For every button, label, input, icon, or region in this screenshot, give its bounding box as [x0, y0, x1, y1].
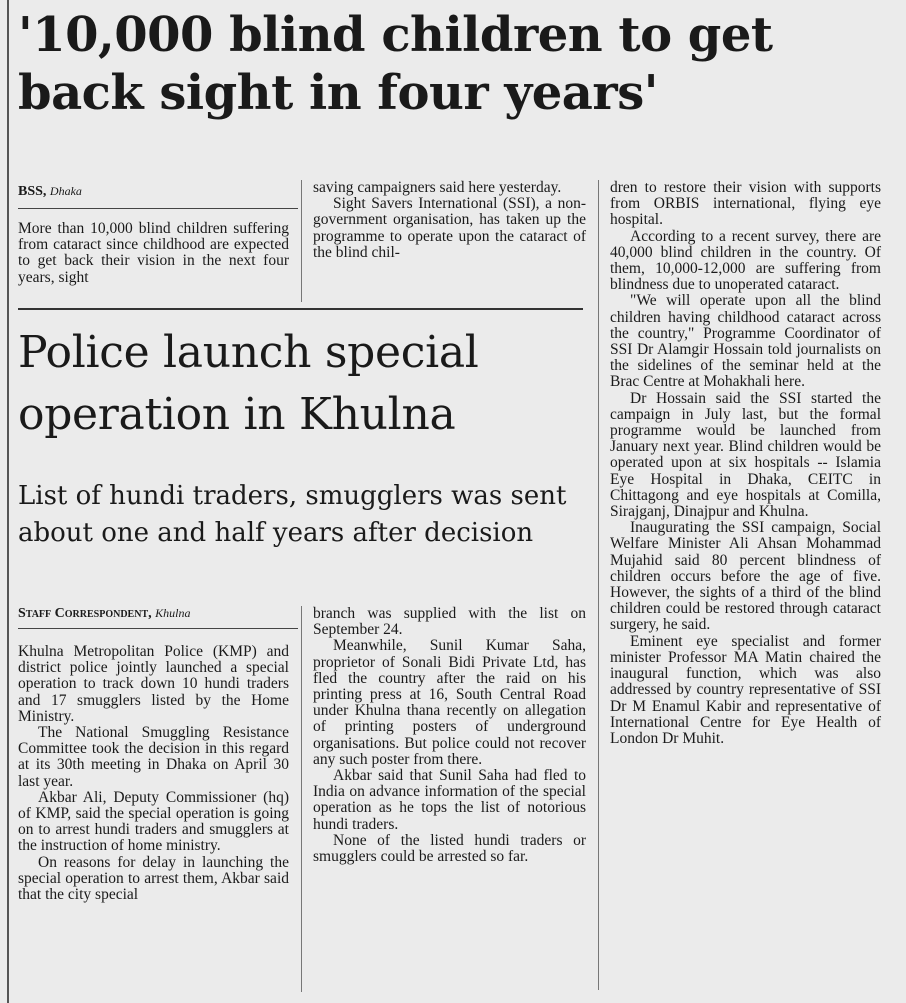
story1-column-1	[18, 221, 289, 286]
story1-byline	[18, 184, 82, 200]
paragraph: Dr Hossain said the SSI started the campaign in July last, but the formal programme would be launched from January next year. Blind children would be operated upon at six hospitals -- Islamia Eye Hospital in Dhaka, CEITC in Chittagong and eye hospitals at Comilla, Sirajganj, Dinajpur and Khulna.	[610, 389, 881, 521]
story1-byline-rule	[18, 208, 298, 209]
paragraph: Khulna Metropolitan Police (KMP) and district police jointly launched a special operation to track down 10 hundi traders and 17 smugglers listed by the Home Ministry.	[18, 643, 289, 725]
paragraph: Akbar said that Sunil Saha had fled to India on advance information of the special operation as he tops the list of notorious hundi traders.	[313, 767, 586, 833]
paragraph: saving campaigners said here yesterday.	[313, 179, 562, 196]
paragraph: On reasons for delay in launching the special operation to arrest them, Akbar said that the city special	[18, 853, 289, 904]
story2-column-2	[313, 606, 586, 865]
story2-column-1	[18, 644, 289, 903]
paragraph: branch was supplied with the list on September 24.	[313, 605, 586, 639]
paragraph: More than 10,000 blind children suffering from cataract since childhood are expected to get back their vision in the next four years, sight	[18, 220, 289, 286]
paragraph: Meanwhile, Sunil Kumar Saha, proprietor of Sonali Bidi Private Ltd, has fled the country after the raid on his printing press at 16, South Central Road under Khulna thana recently on allegation of printing posters of underground organisations. But police could not recover any such poster from there.	[313, 637, 586, 768]
column-divider	[301, 606, 302, 992]
story2-headline: Police launch special operation in Khulna	[18, 327, 479, 440]
story1-byline-agency: BSS,	[18, 184, 47, 199]
story2-byline-agency: Staff Correspondent,	[18, 606, 152, 621]
column-divider	[598, 180, 599, 990]
column-divider	[301, 180, 302, 302]
story2-byline	[18, 606, 190, 622]
paragraph: The National Smuggling Resistance Committee took the decision in this regard at its 30th meeting in Dhaka on April 30 last year.	[18, 724, 289, 790]
left-border-rule	[7, 0, 9, 1003]
paragraph: "We will operate upon all the blind children having childhood cataract across the country," Programme Coordinator of SSI Dr Alamgir Hossain told journalists on the sidelines of the seminar held at the Brac Centre at Mohakhali here.	[610, 292, 881, 391]
story1-column-2	[313, 180, 586, 261]
story1-byline-place: Dhaka	[49, 184, 82, 198]
paragraph: Akbar Ali, Deputy Commissioner (hq) of KMP, said the special operation is going on to arrest hundi traders and smugglers at the instruction of home ministry.	[18, 788, 289, 855]
paragraph: dren to restore their vision with supports from ORBIS international, flying eye hospital.	[610, 179, 881, 229]
story1-headline: '10,000 blind children to get back sight in four years'	[18, 7, 773, 121]
paragraph: None of the listed hundi traders or smugglers could be arrested so far.	[313, 831, 586, 866]
paragraph: According to a recent survey, there are 40,000 blind children in the country. Of them, 10,000-12,000 are suffering from blindness due to unoperated cataract.	[610, 227, 881, 294]
paragraph: Sight Savers International (SSI), a non-government organisation, has taken up the programme to operate upon the cataract of the blind chil-	[313, 195, 586, 261]
paragraph: Eminent eye specialist and former minister Professor MA Matin chaired the inaugural function, which was also addressed by country representative of SSI Dr M Enamul Kabir and representative of International Centre for Eye Health of London Dr Muhit.	[610, 632, 881, 747]
paragraph: Inaugurating the SSI campaign, Social Welfare Minister Ali Ahsan Mohammad Mujahid said 80 percent blindness of children occurs before the age of five. However, the sights of a third of the blind children could be restored through cataract surgery, he said.	[610, 519, 881, 634]
story2-deck: List of hundi traders, smugglers was sent about one and half years after decision	[18, 481, 567, 548]
story2-byline-rule	[18, 628, 298, 629]
story1-column-3	[610, 180, 881, 747]
story-separator-rule	[18, 308, 583, 310]
story2-byline-place: Khulna	[155, 606, 191, 620]
